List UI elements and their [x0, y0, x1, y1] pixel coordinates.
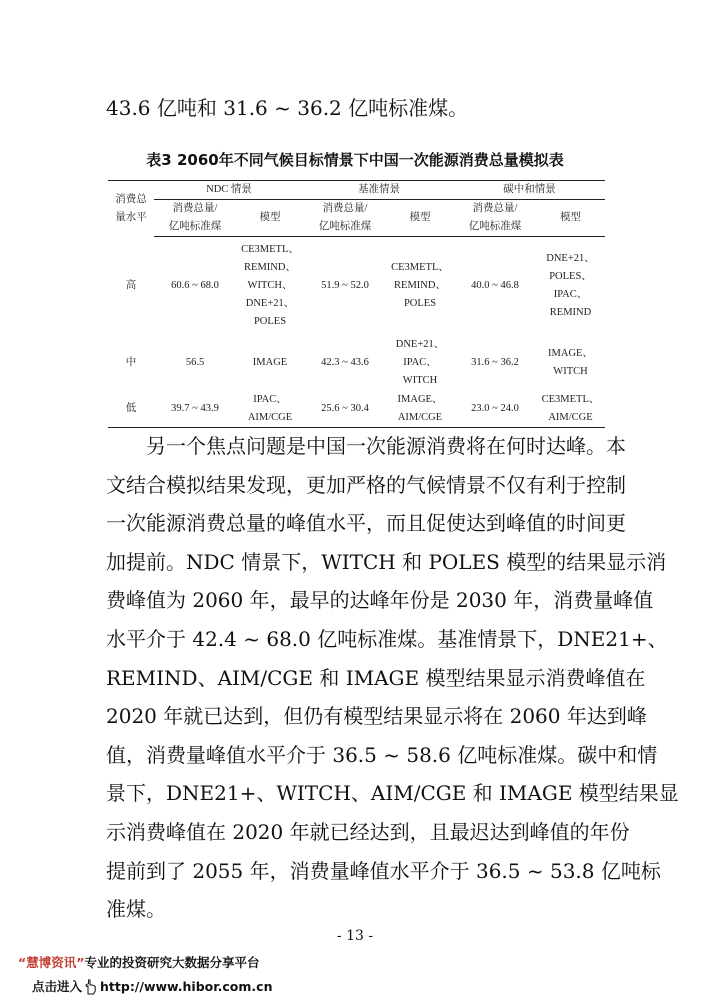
footer-tagline: 专业的投资研究大数据分享平台 — [84, 955, 260, 970]
paragraph-line: 准煤。 — [106, 897, 166, 922]
sub-header-value: 消费总量/ 亿吨标准煤 — [304, 200, 386, 237]
row-header-cell — [108, 181, 154, 237]
table-row — [108, 391, 605, 428]
group-header-baseline: 基准情景 — [304, 181, 454, 200]
paragraph-line: 水平介于 42.4 ~ 68.0 亿吨标准煤。基准情景下，DNE21+、 — [106, 626, 668, 651]
models-cell: IMAGE、 AIM/CGE — [386, 391, 454, 428]
models-cell: IMAGE — [252, 357, 288, 368]
paragraph-line: 景下，DNE21+、WITCH、AIM/CGE 和 IMAGE 模型结果显 — [106, 781, 679, 806]
table-row — [108, 335, 605, 391]
footer-brand-name: “慧博资讯” — [18, 955, 85, 970]
sub-header-value: 消费总量/ 亿吨标准煤 — [454, 200, 536, 237]
models-cell: DNE+21、 POLES、 IPAC、 REMIND — [546, 253, 595, 318]
group-header-carbon-neutral: 碳中和情景 — [454, 181, 605, 200]
row-header-line: 量水平 — [115, 211, 147, 223]
sub-header-model: 模型 — [236, 200, 304, 237]
paragraph-line: 费峰值为 2060 年，最早的达峰年份是 2030 年，消费量峰值 — [106, 588, 654, 613]
paragraph-line: 加提前。NDC 情景下，WITCH 和 POLES 模型的结果显示消 — [106, 549, 667, 574]
group-header-ndc: NDC 情景 — [154, 181, 304, 200]
paragraph-line: 示消费峰值在 2020 年就已经达到，且最迟达到峰值的年份 — [106, 819, 630, 844]
level-cell: 高 — [125, 279, 137, 291]
page-number: - 13 - — [336, 928, 374, 944]
value-cell: 51.9 ~ 52.0 — [321, 280, 369, 291]
top-line: 43.6 亿吨和 31.6 ~ 36.2 亿吨标准煤。 — [106, 96, 469, 120]
value-cell: 25.6 ~ 30.4 — [304, 391, 386, 428]
value-cell: 39.7 ~ 43.9 — [154, 391, 236, 428]
paragraph-line: 另一个焦点问题是中国一次能源消费将在何时达峰。本 — [146, 434, 626, 458]
models-cell: DNE+21、 IPAC、 WITCH — [395, 339, 445, 386]
paragraph-line: 提前到了 2055 年，消费量峰值水平介于 36.5 ~ 53.8 亿吨标 — [106, 858, 661, 883]
level-cell: 低 — [108, 391, 154, 428]
body-paragraph — [106, 427, 679, 929]
paragraph-line: 文结合模拟结果发现，更加严格的气候情景不仅有利于控制 — [106, 472, 626, 497]
sub-header-value: 消费总量/ 亿吨标准煤 — [154, 200, 236, 237]
paragraph-line: 2020 年就已达到，但仍有模型结果显示将在 2060 年达到峰 — [106, 704, 647, 729]
row-header-line: 消费总 — [115, 193, 147, 205]
table-row — [108, 237, 605, 336]
level-cell: 中 — [125, 357, 137, 368]
sub-header-model: 模型 — [536, 200, 605, 237]
value-cell: 42.3 ~ 43.6 — [321, 357, 369, 368]
footer-url-link[interactable]: http://www.hibor.com.cn — [100, 979, 273, 994]
models-cell: CE3METL、 REMIND、 WITCH、 DNE+21、 POLES — [241, 244, 299, 327]
simulation-table — [108, 180, 605, 428]
value-cell: 56.5 — [185, 357, 205, 368]
models-cell: CE3METL、 REMIND、 POLES — [391, 262, 449, 309]
footer-link-line[interactable] — [32, 979, 272, 995]
pointing-hand-icon — [84, 979, 98, 995]
footer-brand-line — [18, 955, 259, 971]
footer-enter-label[interactable]: 点击进入 — [32, 979, 83, 994]
value-cell: 31.6 ~ 36.2 — [471, 357, 519, 368]
value-cell: 60.6 ~ 68.0 — [171, 280, 219, 291]
table-caption: 表3 2060年不同气候目标情景下中国一次能源消费总量模拟表 — [146, 151, 564, 169]
paragraph-line: 值，消费量峰值水平介于 36.5 ~ 58.6 亿吨标准煤。碳中和情 — [106, 742, 658, 767]
paragraph-line: REMIND、AIM/CGE 和 IMAGE 模型结果显示消费峰值在 — [106, 665, 646, 690]
sub-header-model: 模型 — [386, 200, 454, 237]
models-cell: CE3METL、 AIM/CGE — [536, 391, 605, 428]
value-cell: 40.0 ~ 46.8 — [471, 280, 519, 291]
models-cell: IPAC、 AIM/CGE — [236, 391, 304, 428]
paragraph-line: 一次能源消费总量的峰值水平，而且促使达到峰值的时间更 — [106, 511, 626, 536]
models-cell: IMAGE、 WITCH — [548, 348, 593, 377]
value-cell: 23.0 ~ 24.0 — [454, 391, 536, 428]
